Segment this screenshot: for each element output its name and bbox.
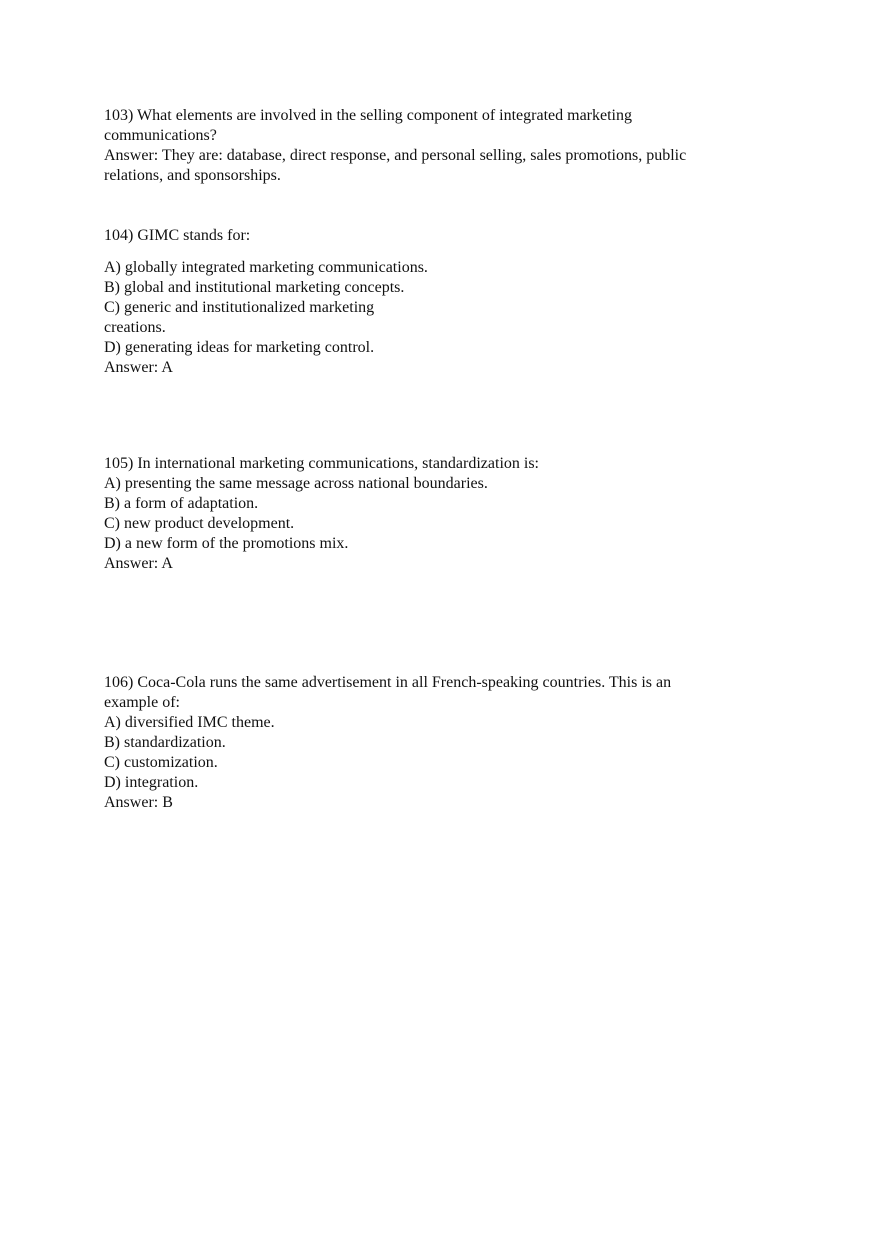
choice-d: D) a new form of the promotions mix. [104, 535, 349, 552]
choice-d: D) generating ideas for marketing control. [104, 339, 375, 356]
answer-text: relations, and sponsorships. [104, 167, 281, 184]
choice-c: C) customization. [104, 754, 218, 771]
choice-b: B) a form of adaptation. [104, 495, 259, 512]
choice-c: C) new product development. [104, 515, 295, 532]
answer-text: Answer: B [104, 794, 173, 811]
question-stem: communications? [104, 127, 217, 144]
question-106 [104, 673, 671, 813]
question-105 [104, 454, 539, 574]
choice-c: C) generic and institutionalized marketing [104, 299, 375, 316]
question-104 [104, 226, 428, 378]
choice-a: A) diversified IMC theme. [104, 714, 275, 731]
answer-text: Answer: A [104, 555, 173, 572]
question-stem: 103) What elements are involved in the selling component of integrated marketing [104, 107, 632, 124]
question-stem: example of: [104, 694, 180, 711]
answer-text: Answer: A [104, 359, 173, 376]
question-stem: 106) Coca-Cola runs the same advertisement in all French-speaking countries. This is an [104, 674, 672, 691]
choice-a: A) globally integrated marketing communications. [104, 259, 428, 276]
choice-b: B) standardization. [104, 734, 226, 751]
choice-b: B) global and institutional marketing concepts. [104, 279, 405, 296]
answer-text: Answer: They are: database, direct response, and personal selling, sales promotions, public [104, 147, 687, 164]
choice-a: A) presenting the same message across national boundaries. [104, 475, 488, 492]
question-103 [104, 106, 686, 186]
choice-list [104, 258, 428, 358]
question-stem: 105) In international marketing communications, standardization is: [104, 455, 539, 472]
choice-c-continued: creations. [104, 319, 166, 336]
choice-d: D) integration. [104, 774, 199, 791]
question-stem: 104) GIMC stands for: [104, 227, 251, 244]
